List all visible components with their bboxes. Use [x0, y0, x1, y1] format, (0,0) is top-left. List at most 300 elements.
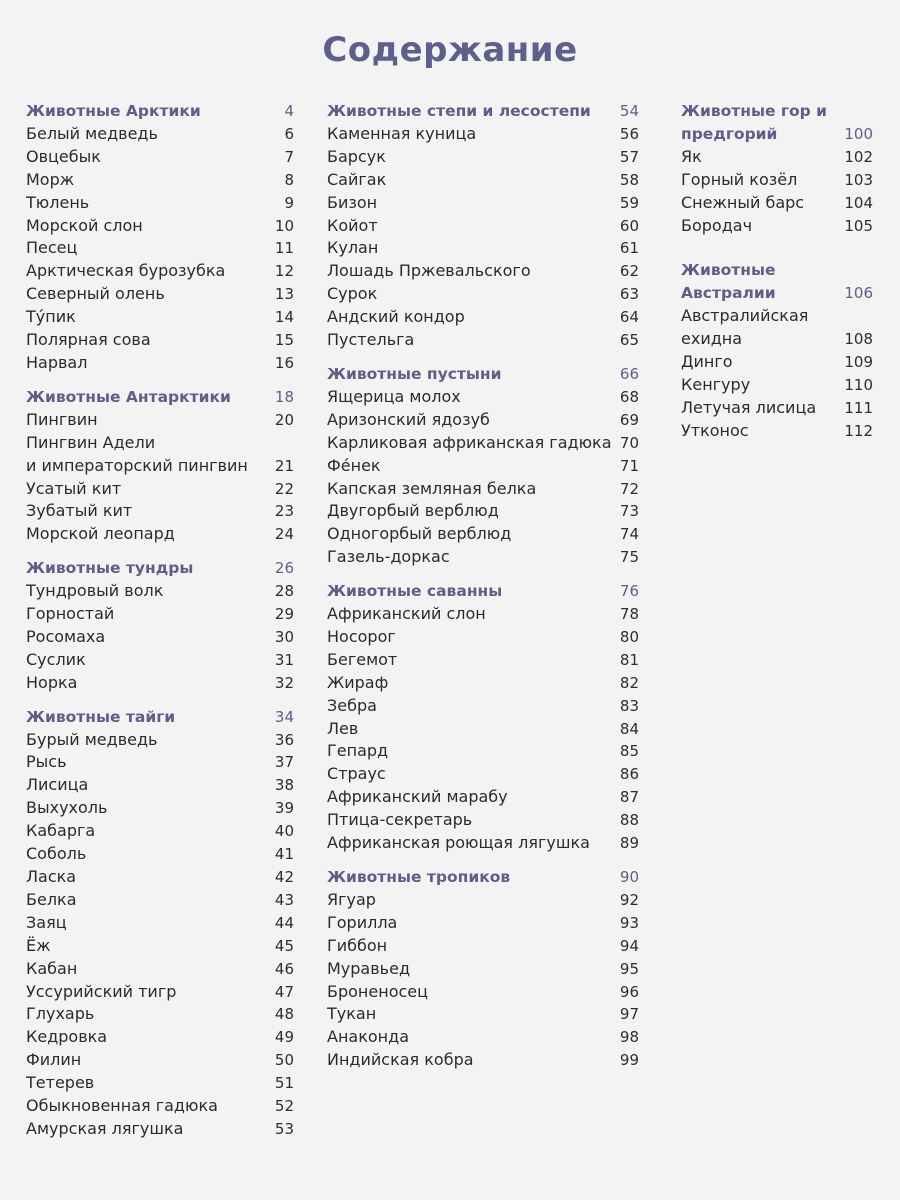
entry-page-number: 88	[619, 811, 639, 830]
entry-page-number: 48	[274, 1005, 294, 1024]
entry-title: Белка	[26, 889, 77, 909]
section-title: Животные тайги	[26, 707, 176, 726]
entry-title: Муравьед	[327, 958, 410, 978]
entry-title: Индийская кобра	[327, 1050, 474, 1070]
entry-page-number: 109	[844, 353, 873, 372]
toc-section	[327, 866, 639, 1072]
entry-title: Горный козёл	[681, 169, 798, 189]
entry-title: Кулан	[327, 238, 379, 258]
entry-page-number: 94	[619, 936, 639, 955]
toc-entry[interactable]	[327, 169, 639, 192]
entry-title: Снежный барс	[681, 192, 805, 212]
toc-entry[interactable]	[26, 478, 294, 501]
entry-page-number: 72	[619, 479, 639, 498]
toc-entry[interactable]	[327, 832, 639, 855]
toc-entry[interactable]	[327, 1003, 639, 1026]
entry-title: Анаконда	[327, 1027, 409, 1047]
toc-entry[interactable]	[327, 237, 639, 260]
entry-page-number: 110	[844, 375, 873, 394]
entry-page-number: 31	[274, 650, 294, 669]
section-page-number: 34	[274, 707, 294, 726]
entry-title: Зебра	[327, 695, 377, 715]
toc-entry[interactable]	[26, 169, 294, 192]
toc-entry[interactable]	[26, 912, 294, 935]
entry-page-number: 24	[274, 525, 294, 544]
entry-title: Каменная куница	[327, 123, 477, 143]
entry-title: Птица-секретарь	[327, 810, 473, 830]
toc-section-heading[interactable]	[26, 557, 294, 580]
entry-page-number: 44	[274, 913, 294, 932]
entry-page-number: 15	[274, 331, 294, 350]
toc-entry[interactable]	[26, 260, 294, 283]
toc-section	[26, 557, 294, 694]
entry-title: Сурок	[327, 284, 378, 304]
section-page-number: 90	[619, 868, 639, 886]
entry-title: Як	[681, 146, 702, 166]
entry-page-number: 30	[274, 627, 294, 646]
toc-entry[interactable]	[681, 215, 873, 238]
toc-entry[interactable]	[26, 580, 294, 603]
entry-title: Кедровка	[26, 1027, 108, 1047]
entry-title: и императорский пингвин	[26, 455, 248, 475]
toc-entry[interactable]	[327, 763, 639, 786]
entry-page-number: 86	[619, 765, 639, 784]
toc-entry[interactable]	[26, 1026, 294, 1049]
entry-title: Нарвал	[26, 352, 88, 372]
toc-entry[interactable]	[327, 786, 639, 809]
entry-title: Койот	[327, 215, 378, 235]
entry-title: Африканская роющая лягушка	[327, 833, 590, 853]
toc-entry[interactable]	[26, 352, 294, 375]
section-page-number: 4	[284, 102, 294, 120]
entry-title: Лошадь Пржевальского	[327, 261, 531, 281]
toc-entry[interactable]	[327, 386, 639, 409]
entry-title: Северный олень	[26, 284, 165, 304]
section-page-number: 18	[274, 387, 294, 406]
toc-section-heading[interactable]	[681, 259, 873, 305]
entry-title: Норка	[26, 672, 78, 692]
entry-page-number: 53	[274, 1119, 294, 1138]
entry-title: Бурый медведь	[26, 729, 158, 749]
entry-title: Усатый кит	[26, 478, 122, 498]
entry-page-number: 28	[274, 582, 294, 601]
entry-page-number: 40	[274, 822, 294, 841]
entry-title: Бизон	[327, 192, 378, 212]
page-title: Содержание	[322, 30, 578, 70]
toc-entry[interactable]	[26, 192, 294, 215]
section-title: Животные пустыни	[327, 364, 502, 383]
toc-entry[interactable]	[26, 283, 294, 306]
toc-entry[interactable]	[26, 1095, 294, 1118]
toc-entry[interactable]	[26, 306, 294, 329]
toc-entry[interactable]	[327, 192, 639, 215]
entry-title: Австралийская ехидна	[681, 306, 809, 349]
entry-page-number: 93	[619, 913, 639, 932]
entry-page-number: 99	[619, 1051, 639, 1070]
entry-title: Карликовая африканская гадюка	[327, 432, 612, 452]
entry-page-number: 58	[619, 170, 639, 189]
entry-page-number: 42	[274, 868, 294, 886]
toc-section	[681, 100, 873, 237]
toc-entry[interactable]	[327, 981, 639, 1004]
section-page-number: 76	[619, 582, 639, 601]
entry-title: Барсук	[327, 146, 386, 166]
section-title: Животные тропиков	[327, 868, 511, 886]
entry-page-number: 74	[619, 525, 639, 544]
toc-entry[interactable]	[681, 397, 873, 420]
entry-title: Морж	[26, 169, 75, 189]
toc-entry[interactable]	[26, 672, 294, 695]
toc-section	[327, 580, 639, 855]
entry-page-number: 75	[619, 548, 639, 567]
toc-entry[interactable]	[327, 215, 639, 238]
section-page-number: 100	[844, 124, 873, 143]
toc-entry[interactable]	[327, 146, 639, 169]
toc-entry[interactable]	[327, 809, 639, 832]
toc-entry[interactable]	[327, 455, 639, 478]
section-page-number: 106	[844, 284, 873, 303]
entry-page-number: 89	[619, 834, 639, 853]
toc-section	[26, 386, 294, 546]
entry-page-number: 85	[619, 742, 639, 761]
entry-title: Арктическая бурозубка	[26, 261, 226, 281]
toc-entry[interactable]	[327, 500, 639, 523]
entry-title: Капская земляная белка	[327, 478, 537, 498]
toc-section-heading[interactable]	[681, 100, 873, 146]
section-page-number: 54	[619, 102, 639, 120]
toc-entry[interactable]	[681, 351, 873, 374]
entry-title: Жираф	[327, 672, 389, 692]
toc-entry[interactable]	[327, 409, 639, 432]
entry-page-number: 47	[274, 982, 294, 1001]
entry-page-number: 97	[619, 1005, 639, 1024]
entry-page-number: 36	[274, 730, 294, 749]
toc-entry[interactable]	[26, 237, 294, 260]
toc-section-heading[interactable]	[327, 363, 639, 386]
entry-page-number: 84	[619, 719, 639, 738]
entry-page-number: 112	[844, 421, 873, 440]
toc-entry[interactable]	[26, 751, 294, 774]
section-title: Животные саванны	[327, 582, 503, 601]
entry-title: Страус	[327, 764, 386, 784]
entry-page-number: 41	[274, 845, 294, 864]
toc-entry[interactable]	[327, 626, 639, 649]
toc-entry[interactable]	[327, 478, 639, 501]
entry-title: Горностай	[26, 604, 115, 624]
toc-section-heading[interactable]	[327, 866, 639, 889]
toc-entry[interactable]	[26, 889, 294, 912]
entry-title: Белый медведь	[26, 123, 158, 143]
toc-entry[interactable]	[327, 260, 639, 283]
entry-title: Зубатый кит	[26, 501, 133, 521]
section-page-number: 26	[274, 559, 294, 578]
entry-title: Бегемот	[327, 649, 398, 669]
toc-entry[interactable]	[327, 1026, 639, 1049]
entry-page-number: 57	[619, 147, 639, 166]
section-title: Животные степи и лесостепи	[327, 102, 591, 120]
toc-entry[interactable]	[327, 546, 639, 569]
entry-page-number: 52	[274, 1097, 294, 1116]
toc-entry[interactable]	[26, 866, 294, 889]
entry-page-number: 6	[284, 124, 294, 143]
entry-title: Тюлень	[26, 192, 90, 212]
toc-entry[interactable]	[327, 672, 639, 695]
entry-title: Ласка	[26, 867, 77, 886]
section-title: Животные гор и предгорий	[681, 102, 828, 143]
toc-entry[interactable]	[327, 935, 639, 958]
toc-entry[interactable]	[327, 649, 639, 672]
entry-page-number: 37	[274, 753, 294, 772]
toc-entry[interactable]	[681, 305, 873, 351]
entry-page-number: 46	[274, 959, 294, 978]
entry-page-number: 73	[619, 502, 639, 521]
entry-page-number: 105	[844, 216, 873, 235]
toc-entry[interactable]	[26, 432, 294, 455]
toc-entry[interactable]	[26, 146, 294, 169]
entry-title: Тундровый волк	[26, 581, 164, 601]
toc-entry[interactable]	[327, 283, 639, 306]
entry-title: Пингвин Адели	[26, 432, 156, 452]
entry-title: Уссурийский тигр	[26, 981, 177, 1001]
entry-page-number: 9	[284, 193, 294, 212]
entry-title: Гиббон	[327, 935, 388, 955]
entry-page-number: 45	[274, 936, 294, 955]
toc-entry[interactable]	[327, 523, 639, 546]
toc-entry[interactable]	[26, 797, 294, 820]
entry-title: Динго	[681, 352, 733, 372]
toc-section	[26, 100, 294, 375]
toc-entry[interactable]	[26, 1049, 294, 1072]
toc-entry[interactable]	[681, 169, 873, 192]
entry-page-number: 43	[274, 890, 294, 909]
toc-entry[interactable]	[327, 603, 639, 626]
entry-page-number: 95	[619, 959, 639, 978]
entry-page-number: 11	[274, 239, 294, 258]
entry-title: Летучая лисица	[681, 397, 817, 417]
entry-title: Андский кондор	[327, 307, 465, 327]
entry-page-number: 23	[274, 502, 294, 521]
toc-entry[interactable]	[327, 889, 639, 912]
toc-entry[interactable]	[26, 1118, 294, 1141]
entry-title: Сайгак	[327, 169, 387, 189]
toc-entry[interactable]	[327, 912, 639, 935]
entry-page-number: 14	[274, 308, 294, 327]
entry-page-number: 50	[274, 1051, 294, 1070]
entry-page-number: 83	[619, 696, 639, 715]
entry-page-number: 7	[284, 147, 294, 166]
toc-section	[327, 363, 639, 569]
toc-section-heading[interactable]	[327, 100, 639, 123]
entry-title: Тетерев	[26, 1073, 95, 1093]
entry-page-number: 49	[274, 1028, 294, 1047]
entry-title: Лисица	[26, 775, 89, 795]
toc-column-1	[26, 100, 294, 1152]
toc-entry[interactable]	[26, 774, 294, 797]
entry-title: Филин	[26, 1050, 82, 1070]
toc-entry[interactable]	[327, 695, 639, 718]
toc-entry[interactable]	[26, 409, 294, 432]
entry-page-number: 104	[844, 193, 873, 212]
entry-title: Ёж	[26, 935, 51, 955]
entry-page-number: 10	[274, 216, 294, 235]
section-title: Животные Австралии	[681, 261, 776, 303]
toc-entry[interactable]	[681, 374, 873, 397]
entry-title: Двугорбый верблюд	[327, 501, 499, 521]
entry-page-number: 62	[619, 262, 639, 281]
section-title: Животные тундры	[26, 559, 194, 578]
toc-entry[interactable]	[26, 729, 294, 752]
toc-section-heading[interactable]	[327, 580, 639, 603]
toc-entry[interactable]	[327, 329, 639, 352]
entry-title: Фе́нек	[327, 455, 381, 475]
entry-title: Пингвин	[26, 409, 98, 429]
entry-title: Одногорбый верблюд	[327, 524, 512, 544]
entry-title: Морской леопард	[26, 524, 175, 544]
entry-page-number: 8	[284, 170, 294, 189]
toc-entry[interactable]	[26, 123, 294, 146]
entry-page-number: 65	[619, 331, 639, 350]
entry-title: Выхухоль	[26, 798, 108, 818]
toc-section-heading[interactable]	[26, 386, 294, 409]
toc-entry[interactable]	[26, 935, 294, 958]
entry-title: Горилла	[327, 912, 398, 932]
toc-entry[interactable]	[327, 740, 639, 763]
entry-page-number: 80	[619, 627, 639, 646]
toc-entry[interactable]	[327, 1049, 639, 1072]
entry-title: Носорог	[327, 626, 396, 646]
toc-section	[327, 100, 639, 352]
toc-entry[interactable]	[26, 603, 294, 626]
toc-column-2	[327, 100, 639, 1083]
section-title: Животные Арктики	[26, 102, 201, 120]
entry-page-number: 32	[274, 673, 294, 692]
entry-title: Африканский слон	[327, 604, 486, 624]
entry-page-number: 87	[619, 788, 639, 807]
entry-title: Заяц	[26, 912, 67, 932]
entry-page-number: 20	[274, 410, 294, 429]
entry-page-number: 103	[844, 170, 873, 189]
entry-page-number: 51	[274, 1074, 294, 1093]
entry-title: Газель-доркас	[327, 547, 450, 567]
entry-title: Рысь	[26, 752, 67, 772]
entry-title: Песец	[26, 238, 78, 258]
toc-entry[interactable]	[26, 523, 294, 546]
entry-title: Бородач	[681, 215, 753, 235]
toc-entry[interactable]	[26, 500, 294, 523]
entry-page-number: 56	[619, 124, 639, 143]
entry-page-number: 96	[619, 982, 639, 1001]
entry-page-number: 12	[274, 262, 294, 281]
toc-section	[681, 259, 873, 442]
section-title: Животные Антарктики	[26, 387, 231, 406]
entry-title: Глухарь	[26, 1004, 95, 1024]
toc-entry[interactable]	[681, 146, 873, 169]
toc-entry[interactable]	[26, 215, 294, 238]
entry-page-number: 81	[619, 650, 639, 669]
toc-entry[interactable]	[681, 192, 873, 215]
entry-page-number: 92	[619, 890, 639, 909]
toc-entry[interactable]	[327, 432, 639, 455]
entry-title: Кабан	[26, 958, 78, 978]
entry-page-number: 60	[619, 216, 639, 235]
entry-page-number: 69	[619, 410, 639, 429]
entry-page-number: 61	[619, 239, 639, 258]
entry-page-number: 82	[619, 673, 639, 692]
entry-title: Ту́пик	[26, 307, 76, 327]
entry-title: Кенгуру	[681, 374, 751, 394]
entry-title: Тукан	[327, 1004, 377, 1024]
entry-title: Пустельга	[327, 330, 415, 350]
entry-page-number: 98	[619, 1028, 639, 1047]
toc-entry[interactable]	[26, 958, 294, 981]
entry-title: Африканский марабу	[327, 787, 508, 807]
entry-title: Полярная сова	[26, 330, 151, 350]
entry-page-number: 13	[274, 285, 294, 304]
toc-entry[interactable]	[681, 420, 873, 443]
toc-entry[interactable]	[327, 718, 639, 741]
entry-page-number: 63	[619, 285, 639, 304]
entry-page-number: 108	[844, 330, 873, 349]
toc-entry[interactable]	[26, 1072, 294, 1095]
entry-title: Броненосец	[327, 981, 429, 1001]
entry-title: Соболь	[26, 844, 87, 864]
entry-title: Овцебык	[26, 146, 101, 166]
entry-title: Обыкновенная гадюка	[26, 1096, 218, 1116]
entry-page-number: 16	[274, 353, 294, 372]
toc-entry[interactable]	[26, 843, 294, 866]
toc-section	[26, 706, 294, 1141]
toc-entry[interactable]	[327, 306, 639, 329]
entry-page-number: 78	[619, 605, 639, 624]
entry-page-number: 59	[619, 193, 639, 212]
section-page-number: 66	[619, 364, 639, 383]
entry-title: Аризонский ядозуб	[327, 409, 490, 429]
toc-entry[interactable]	[26, 455, 294, 478]
entry-page-number: 71	[619, 456, 639, 475]
entry-page-number: 111	[844, 398, 873, 417]
toc-entry[interactable]	[26, 981, 294, 1004]
toc-entry[interactable]	[26, 820, 294, 843]
toc-section-heading[interactable]	[26, 100, 294, 123]
entry-title: Кабарга	[26, 821, 96, 841]
entry-title: Утконос	[681, 420, 749, 440]
entry-page-number: 38	[274, 776, 294, 795]
entry-title: Морской слон	[26, 215, 143, 235]
entry-title: Гепард	[327, 741, 389, 761]
toc-column-3	[681, 100, 873, 454]
entry-title: Росомаха	[26, 626, 106, 646]
toc-entry[interactable]	[26, 626, 294, 649]
entry-page-number: 68	[619, 387, 639, 406]
entry-page-number: 29	[274, 605, 294, 624]
entry-page-number: 21	[274, 456, 294, 475]
entry-title: Лев	[327, 718, 359, 738]
entry-title: Ягуар	[327, 889, 376, 909]
toc-entry[interactable]	[327, 958, 639, 981]
entry-page-number: 22	[274, 479, 294, 498]
entry-page-number: 39	[274, 799, 294, 818]
entry-title: Ящерица молох	[327, 386, 461, 406]
toc-section-heading[interactable]	[26, 706, 294, 729]
entry-title: Амурская лягушка	[26, 1118, 184, 1138]
entry-title: Суслик	[26, 649, 86, 669]
entry-page-number: 102	[844, 147, 873, 166]
entry-page-number: 70	[619, 433, 639, 452]
toc-entry[interactable]	[26, 649, 294, 672]
toc-entry[interactable]	[26, 329, 294, 352]
toc-entry[interactable]	[26, 1003, 294, 1026]
toc-entry[interactable]	[327, 123, 639, 146]
